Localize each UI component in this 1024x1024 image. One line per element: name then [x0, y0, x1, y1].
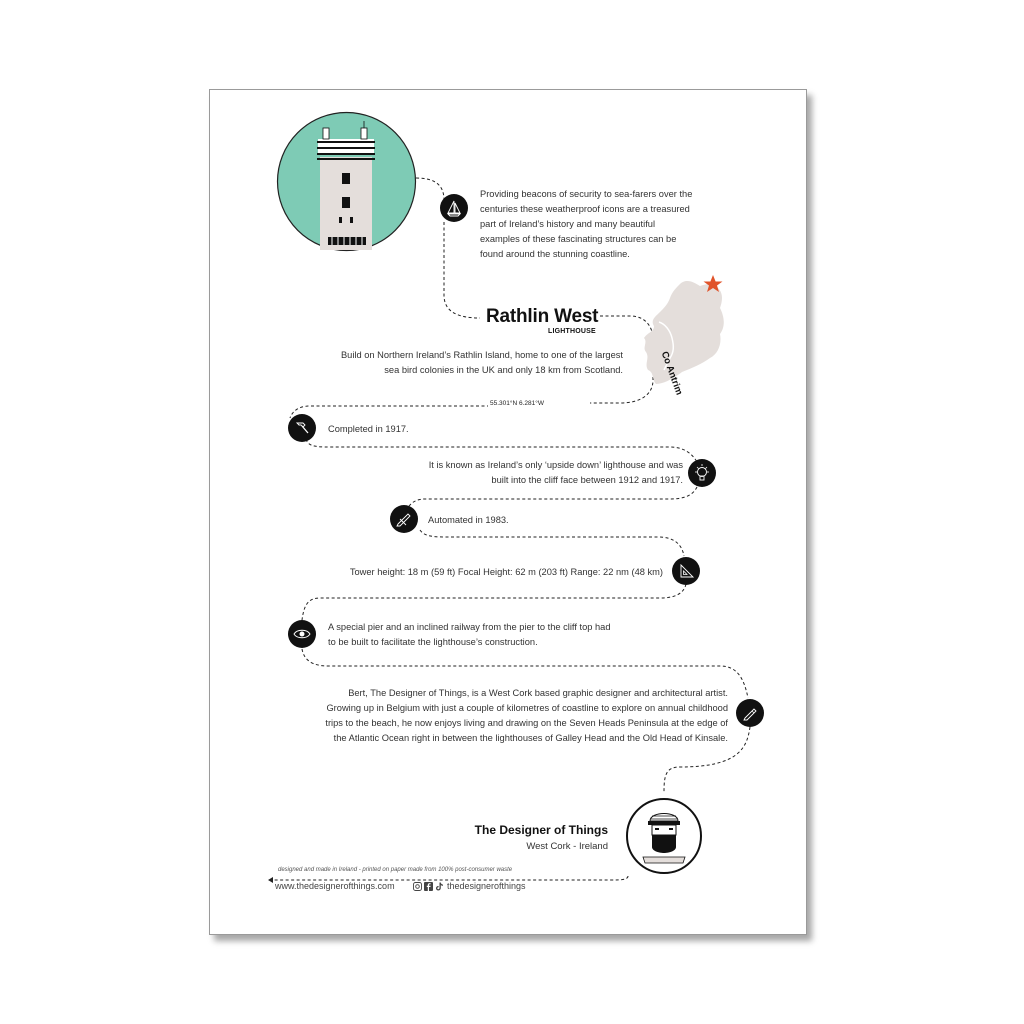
social-icons: [413, 882, 444, 891]
pencil-icon: [736, 699, 764, 727]
designer-bio: [250, 686, 728, 746]
page-title: Rathlin West: [486, 306, 599, 327]
fact-line: It is known as Ireland’s only ‘upside down’ lighthouse and was: [428, 460, 683, 470]
bio-line: Growing up in Belgium with just a couple of kilometres of coastline to explore on annual childhood: [326, 703, 728, 713]
pencil-ruler-icon: [390, 505, 418, 533]
eye-icon: [288, 620, 316, 648]
coordinates-label: 55.301°N 6.281°W: [490, 400, 544, 407]
county-label: Co Antrim: [658, 350, 685, 397]
intro-line: centuries these weatherproof icons are a treasured: [480, 204, 690, 214]
fact-railway: [328, 620, 658, 650]
fact-automated: Automated in 1983.: [428, 515, 509, 525]
intro-line: examples of these fascinating structures can be: [480, 234, 677, 244]
fact-line: built into the cliff face between 1912 and 1917.: [491, 475, 683, 485]
intro-line: part of Ireland’s history and many beautiful: [480, 219, 656, 229]
bio-line: the Atlantic Ocean right in between the lighthouses of Galley Head and the Old Head of Kinsale.: [333, 733, 728, 743]
description-line: Build on Northern Ireland’s Rathlin Island, home to one of the largest: [340, 350, 623, 360]
lighthouse-card: [209, 89, 807, 935]
fact-completed: Completed in 1917.: [328, 424, 409, 434]
fact-line: to be built to facilitate the lighthouse’s construction.: [328, 637, 538, 647]
intro-line: Providing beacons of security to sea-farers over the: [480, 189, 693, 199]
fact-line: A special pier and an inclined railway from the pier to the cliff top had: [328, 622, 611, 632]
designer-name: The Designer of Things: [474, 823, 608, 837]
tiktok-icon[interactable]: [435, 882, 444, 891]
bio-line: trips to the beach, he now enjoys living and drawing on the Seven Heads Peninsula at the edge of: [325, 718, 728, 728]
social-handle[interactable]: thedesignerofthings: [447, 881, 526, 891]
description-text: [300, 348, 623, 378]
bio-line: Bert, The Designer of Things, is a West Cork based graphic designer and architectural artist.: [348, 688, 728, 698]
page-subtitle: LIGHTHOUSE: [548, 328, 596, 335]
designer-avatar: [625, 797, 703, 875]
fact-dimensions: Tower height: 18 m (59 ft) Focal Height: 62 m (203 ft) Range: 22 nm (48 km): [349, 567, 663, 577]
website-link[interactable]: www.thedesignerofthings.com: [275, 881, 395, 891]
set-square-icon: [672, 557, 700, 585]
intro-text: [480, 187, 740, 262]
lightbulb-icon: [688, 459, 716, 487]
fact-upside-down: [360, 458, 683, 488]
ireland-map: [630, 272, 740, 392]
lighthouse-illustration: [276, 111, 417, 252]
intro-line: found around the stunning coastline.: [480, 249, 630, 259]
sailboat-icon: [440, 194, 468, 222]
instagram-icon[interactable]: [413, 882, 422, 891]
facebook-icon[interactable]: [424, 882, 433, 891]
designer-location: West Cork - Ireland: [526, 841, 608, 852]
hammer-icon: [288, 414, 316, 442]
description-line: sea bird colonies in the UK and only 18 km from Scotland.: [384, 365, 623, 375]
footer-tagline: designed and made in Ireland - printed on paper made from 100% post-consumer waste: [278, 867, 513, 873]
